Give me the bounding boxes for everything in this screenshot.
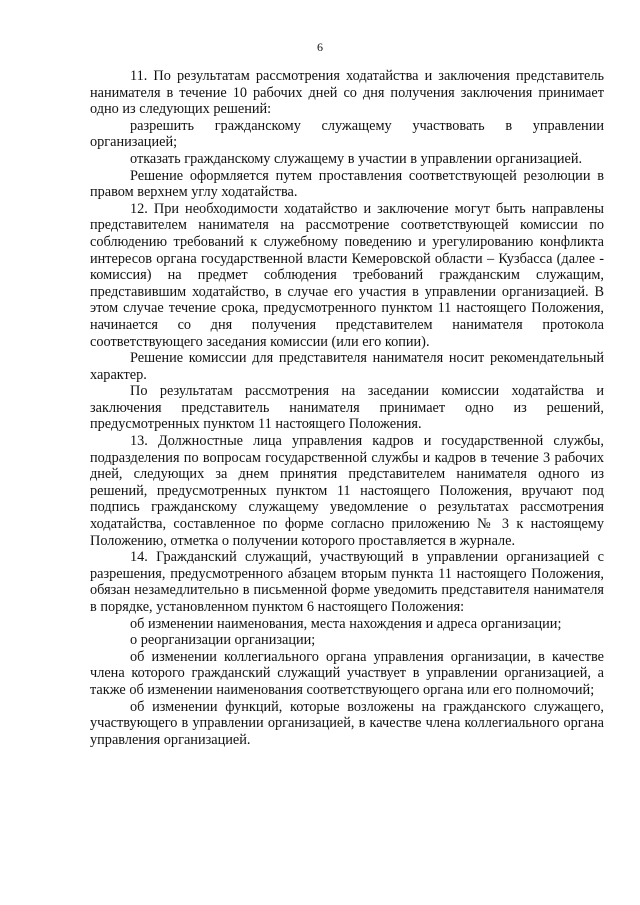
paragraph: об изменении функций, которые возложены на гражданского служащего, участвующего в управлении организацией, в качестве члена коллегиального органа управления организацией. <box>90 698 604 748</box>
paragraph: По результатам рассмотрения на заседании комиссии ходатайства и заключения представитель нанимателя принимает одно из решений, предусмотренных пунктом 11 настоящего Положения. <box>90 383 604 433</box>
paragraph: 13. Должностные лица управления кадров и государственной службы, подразделения по вопросам государственной службы и кадров в течение 3 рабочих дней, следующих за днем принятия представителем нанимателя одного из решений, предусмотренных пунктом 11 настоящего Положения, вручают под подпись гражданскому служащему уведомление о результатах рассмотрения ходатайства, составленное по форме согласно приложению № 3 к настоящему Положению, отметка о получении которого проставляется в журнале. <box>90 433 604 549</box>
paragraph: 14. Гражданский служащий, участвующий в управлении организацией с разрешения, предусмотренного абзацем вторым пункта 11 настоящего Положения, обязан незамедлительно в письменной форме уведомить представителя нанимателя в порядке, установленном пунктом 6 настоящего Положения: <box>90 549 604 615</box>
paragraph: Решение оформляется путем проставления соответствующей резолюции в правом верхнем углу ходатайства. <box>90 167 604 201</box>
paragraph: 11. По результатам рассмотрения ходатайства и заключения представитель нанимателя в течение 10 рабочих дней со дня получения заключения принимает одно из следующих решений: <box>90 68 604 118</box>
paragraph: об изменении коллегиального органа управления организации, в качестве члена которого гражданский служащий участвует в управлении организацией, а также об изменении наименования соответствующего органа или его полномочий; <box>90 648 604 698</box>
page-number: 6 <box>317 40 323 54</box>
paragraph: об изменении наименования, места нахождения и адреса организации; <box>130 615 562 632</box>
paragraph: о реорганизации организации; <box>130 632 316 649</box>
document-body <box>90 68 604 748</box>
paragraph: Решение комиссии для представителя нанимателя носит рекомендательный характер. <box>90 350 604 383</box>
paragraph: отказать гражданскому служащему в участии в управлении организацией. <box>130 150 583 167</box>
paragraph: 12. При необходимости ходатайство и заключение могут быть направлены представителем нанимателя на рассмотрение соответствующей комиссии по соблюдению требований к служебному поведению и урегулированию конфликта интересов органа государственной власти Кемеровской области – Кузбасса (далее - комиссия) на предмет соблюдения требований гражданским служащим, представившим ходатайство, в случае его участия в управлении организацией. В этом случае течение срока, предусмотренного пунктом 11 настоящего Положения, начинается со дня получения представителем нанимателя протокола соответствующего заседания комиссии (или его копии). <box>90 200 604 350</box>
paragraph: разрешить гражданскому служащему участвовать в управлении организацией; <box>90 117 604 151</box>
